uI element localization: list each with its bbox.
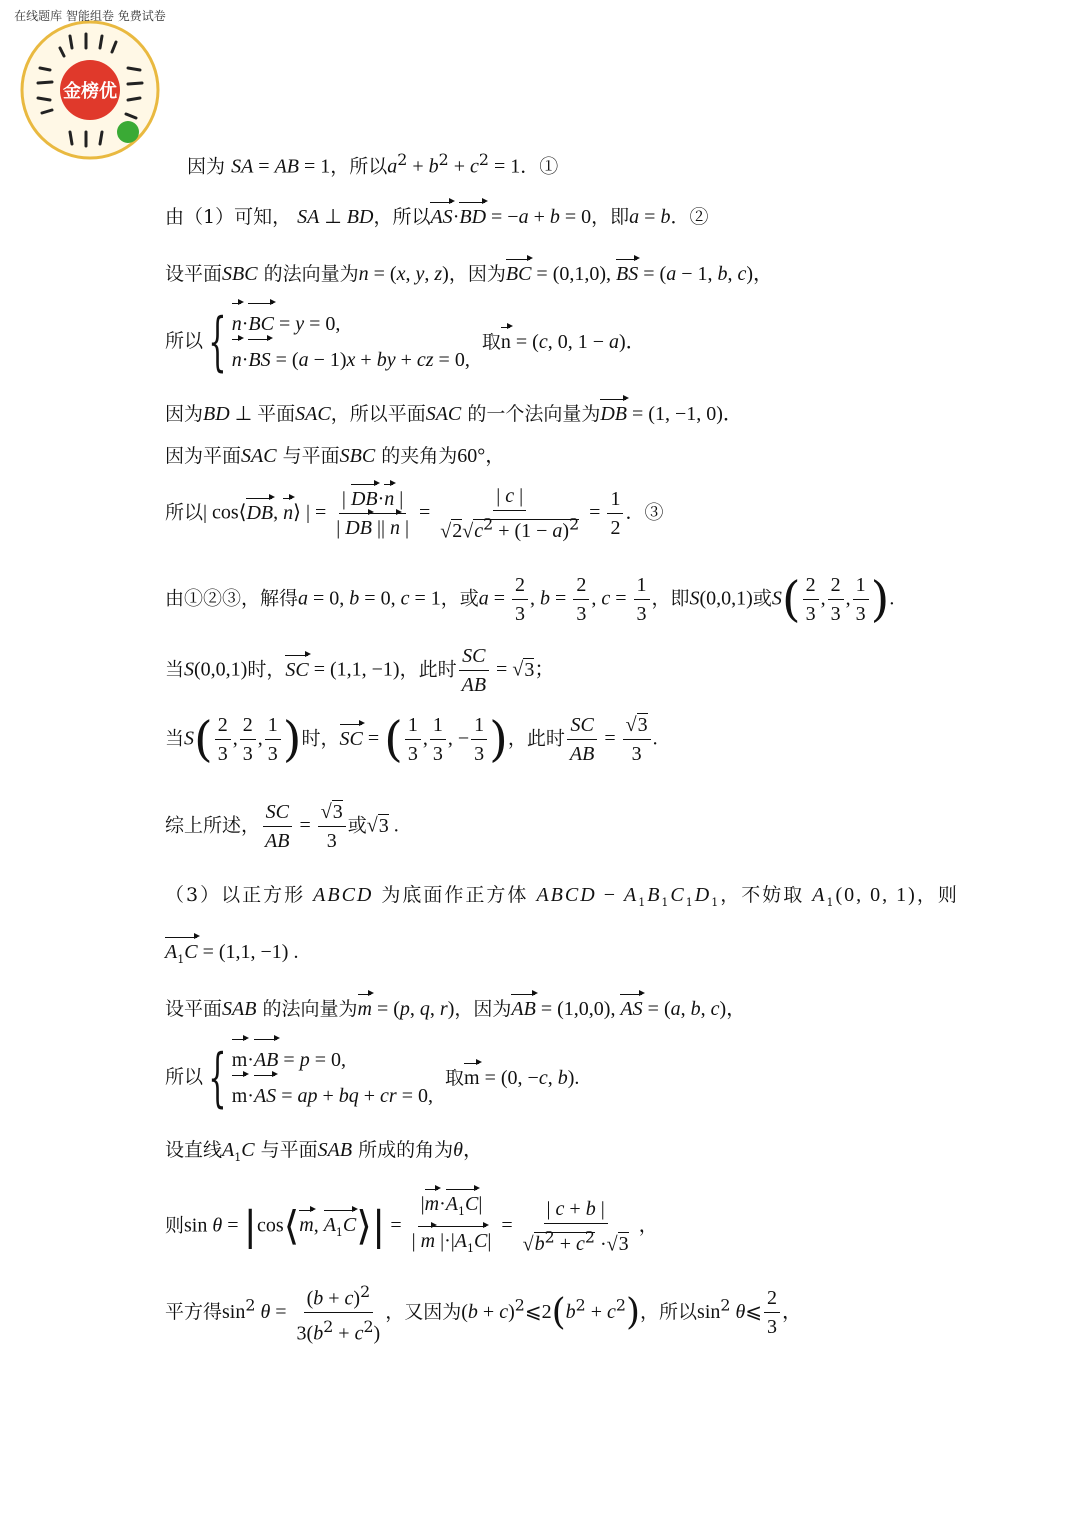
line-14: 设平面SAB 的法向量为m = (p, q, r)，因为AB = (1,0,0), AS = (a, b, c)， (165, 998, 747, 1020)
line-10: 当S( $\frac{2}{3}$ , $\frac{2}{3}$ , $\frac{1}{3}$ )时，SC = ( $\frac{1}{3}$ , $\frac{1}{3}$ , − $\frac{1}{3}$ )，此时 $\frac{SC}{AB}$ = $\frac{√3}{3}$ . (165, 711, 658, 768)
line-11: 综上所述， $\frac{SC}{AB}$ = $\frac{√3}{3}$ 或√3 . (165, 801, 399, 852)
line-8: 由①②③，解得a = 0, b = 0, c = 1，或a = $\frac{2}{3}$ , b = $\frac{2}{3}$ , c = $\frac{1}{3}$ ，即S(0,0,1)或S( $\frac{2}{3}$ , $\frac{2}{3}$ , $\frac{1}{3}$ ). (165, 571, 895, 628)
line-17: 则sin θ = |cos⟨m, $A_1C⟩|$ = $\frac{|m\cdot A_1C|}{| m |\cdot|A_1C|}$ = $\frac{| c + b |}{√b^2 + c^2 \cdot√3}$ ， (165, 1192, 659, 1261)
line-7: 所以| cos⟨DB, n⟩ | = $\frac{| DB\cdot n |}{| DB || n |}$ = $\frac{| c |}{√2√c^2 + (1 - a)^2}$ = $\frac{1}{2}$ ．③ (165, 485, 664, 543)
line-6: 因为平面SAC 与平面SBC 的夹角为60°， (165, 445, 506, 467)
line-13: $A_1C = (1,1$, −1) . (165, 940, 298, 972)
line-16: 设直线$A_1C$ 与平面SAB 所成的角为θ， (165, 1139, 483, 1164)
line-2: 由（1）可知， SA ⊥ BD，所以AS·BD = −a + b = 0，即a = b．② (165, 206, 709, 228)
line-1: 因为 SA = AB = 1，所以$a^2 + b^2 + c^2 = 1$．① (187, 150, 559, 178)
line-18: 平方得$\sin^2 \theta$ = $\frac{(b + c)^2}{3(b^2 + c^2)}$ ，又因为$(b + c)^2⩽2(b^2 + c^2)$，所以$\sin^2$ θ⩽ $\frac{2}{3}$ ， (165, 1282, 803, 1345)
line-3: 设平面SBC 的法向量为n = (x, y, z)，因为BC = (0,1,0), BS = (a − 1, b, c)， (165, 263, 774, 285)
line-4-system: 所以{ n·BC = y = 0, n·BS = (a − 1)x + by + cz = 0, 取n = (c, 0, 1 − a)． (165, 305, 646, 379)
logo-brand: 金榜优 (63, 81, 117, 102)
line-15-system: 所以{ m·AB = p = 0, m·AS = ap + bq + cr = 0, 取m = (0, −c, b). (165, 1041, 580, 1115)
line-9: 当S(0,0,1)时，SC = (1,1, −1)，此时 $\frac{SC}{AB}$ = √3； (165, 645, 555, 696)
line-12: （3）以正方形 ABCD 为底面作正方体 ABCD − $A_1B_1C_1D_1$，不妨取 $A_1(0$, 0, 1)，则 (165, 884, 959, 909)
logo-ring-text: 在线题库 智能组卷 免费试卷 (14, 9, 166, 23)
jinbangyou-logo (10, 8, 170, 168)
line-5: 因为BD ⊥ 平面SAC，所以平面SAC 的一个法向量为DB = (1, −1, 0)． (165, 403, 743, 425)
